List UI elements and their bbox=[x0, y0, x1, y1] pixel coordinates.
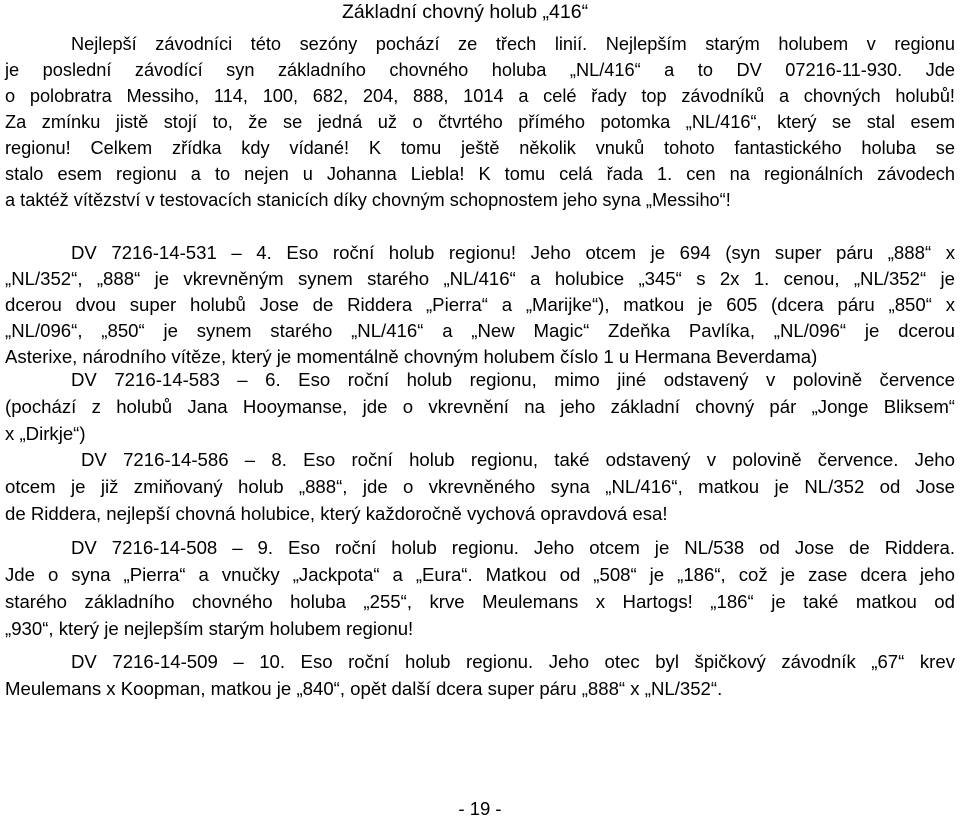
text-line: DV 7216-14-586 – 8. Eso roční holub regionu, také odstavený v polovině července. Jeho bbox=[81, 449, 955, 470]
text-line: a taktéž vítězství v testovacích stanicích díky chovným schopnostem jeho syna „Messiho“! bbox=[5, 190, 731, 210]
text-line: stalo esem regionu a to nejen u Johanna Liebla! K tomu celá řada 1. cen na regionálních závodech bbox=[5, 164, 955, 184]
text-line: DV 7216-14-508 – 9. Eso roční holub regionu. Jeho otcem je NL/538 od Jose de Riddera. bbox=[71, 537, 955, 558]
text-line: DV 7216-14-509 – 10. Eso roční holub regionu. Jeho otec byl špičkový závodník „67“ krev bbox=[71, 651, 955, 672]
page-number: - 19 - bbox=[458, 798, 502, 819]
document-title: Základní chovný holub „416“ bbox=[342, 1, 589, 23]
text-line: starého základního chovného holuba „255“, krve Meulemans x Hartogs! „186“ je také matkou od bbox=[5, 591, 955, 612]
text-line: Meulemans x Koopman, matkou je „840“, opět další dcera super páru „888“ x „NL/352“. bbox=[5, 678, 723, 699]
text-line: DV 7216-14-531 – 4. Eso roční holub regionu! Jeho otcem je 694 (syn super páru „888“ x bbox=[71, 242, 955, 263]
text-line: Nejlepší závodníci této sezóny pochází ze třech linií. Nejlepším starým holubem v regionu bbox=[71, 34, 955, 54]
text-line: de Riddera, nejlepší chovná holubice, který každoročně vychová opravdová esa! bbox=[5, 503, 668, 524]
text-line: DV 7216-14-583 – 6. Eso roční holub regionu, mimo jiné odstavený v polovině července bbox=[71, 369, 955, 390]
text-line: Jde o syna „Pierra“ a vnučky „Jackpota“ a „Eura“. Matkou od „508“ je „186“, což je zase dcera jeho bbox=[5, 564, 955, 585]
text-line: dcerou dvou super holubů Jose de Riddera „Pierra“ a „Marijke“), matkou je 605 (dcera páru „850“ x bbox=[5, 294, 955, 315]
text-line: (pochází z holubů Jana Hooymanse, jde o vkrevnění na jeho základní chovný pár „Jonge Bliksem“ bbox=[5, 396, 955, 417]
text-line: „930“, který je nejlepším starým holubem regionu! bbox=[5, 618, 414, 639]
text-line: otcem je již zmiňovaný holub „888“, jde o vkrevněného syna „NL/416“, matkou je NL/352 od Jose bbox=[5, 476, 955, 497]
text-line: „NL/352“, „888“ je vkrevněným synem starého „NL/416“ a holubice „345“ s 2x 1. cenou, „NL/352“ je bbox=[5, 268, 955, 289]
text-line: Asterixe, národního vítěze, který je momentálně chovným holubem číslo 1 u Hermana Beverdama) bbox=[5, 346, 818, 367]
text-line: Za zmínku jistě stojí to, že se jedná už o čtvrtého přímého potomka „NL/416“, který se stal esem bbox=[5, 112, 955, 132]
text-line: x „Dirkje“) bbox=[5, 423, 86, 444]
text-line: regionu! Celkem zřídka kdy vídané! K tomu ještě několik vnuků tohoto fantastického holuba se bbox=[5, 138, 955, 158]
text-line: o polobratra Messiho, 114, 100, 682, 204, 888, 1014 a celé řady top závodníků a chovných holubů! bbox=[5, 86, 955, 106]
text-line: „NL/096“, „850“ je synem starého „NL/416“ a „New Magic“ Zdeňka Pavlíka, „NL/096“ je dcerou bbox=[5, 320, 955, 341]
text-line: je poslední závodící syn základního chovného holuba „NL/416“ a to DV 07216-11-930. Jde bbox=[5, 60, 955, 80]
